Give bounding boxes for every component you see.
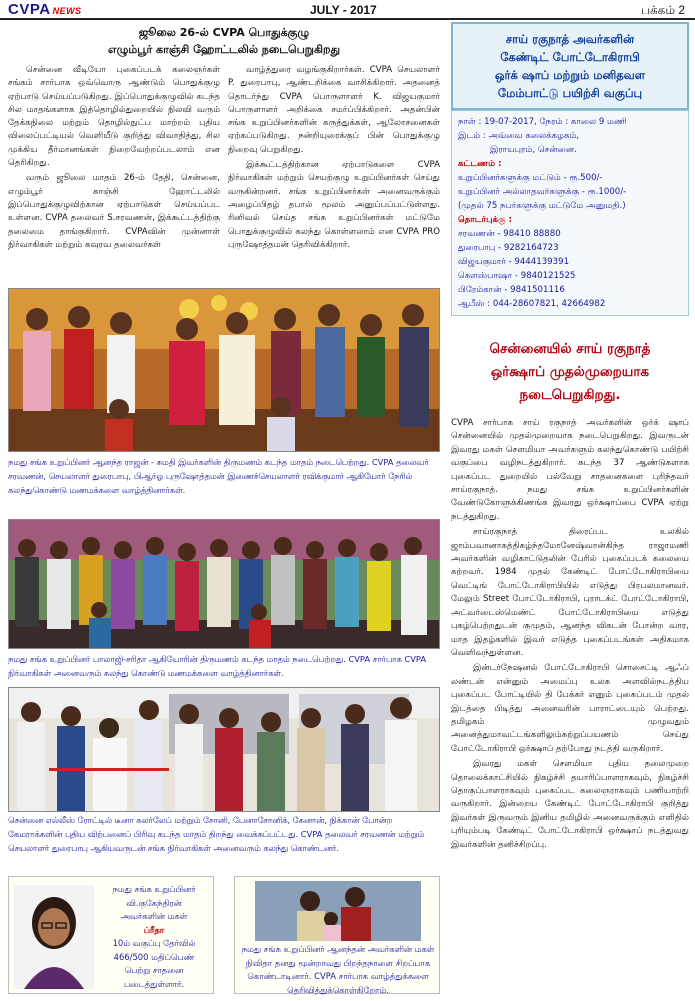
- contact-label: தொடர்புக்கு :: [458, 215, 513, 225]
- article-title-line-2: எழும்பூர் காஞ்சி ஹோட்டலில் நடைபெறுகிறது: [107, 43, 341, 56]
- banner-line: ஒர்க் ஷாப் மற்றும் மனிதவள: [494, 68, 646, 82]
- bottom-left-line: 466/500 மதிப்பெண்: [113, 951, 195, 962]
- paragraph: CVPA சார்பாக சாய் ரகுநாத் அவர்களின் ஒர்க் ஷாப் சென்னையில் முதல்முறையாக நடைபெறுகிறது. இவருடன் இவரது மகள் செளமியா அவர்களும் கலந்துகொண்டு பயிற்சி வகுப்பை வழிநடத்துகிறார். கடந்த 37 ஆண்டுகளாக புகைப்பட துறையில் பல்வேறு சாதனைகளை புரிந்தவர் சாய்ரகுநாத். நமது சங்க உறுப்பினர்களின் வேண்டுகோளுக்கிணங்க இவரது ஒர்க்ஷாப்பை CVPA ஏற்று நடத்துகிறது.: [451, 418, 689, 522]
- logo-text: CVPA: [8, 1, 51, 18]
- page-number: பக்கம் 2: [641, 3, 685, 17]
- paragraph: வாழ்த்துரை வழங்குகிறார்கள். CVPA செயலாளர் P. துரைபாபு, ஆண்டறிக்கை வாசிக்கிறார். அதனைத் தொடர்ந்து CVPA பொருளாளர் K. விஜயகுமார் பொருளாளர் அறிக்கை சமர்ப்பிக்கிறார். அதன்பின் சங்க உறுப்பினர்களின் கருத்துக்கள், ஆலோசனைகள் ஏற்கப்படுகிறது. நன்றியுரைக்குப் பின் பொதுக்குழு நிறைவு பெறுகிறது.: [228, 65, 440, 155]
- contact-item: துரைபாபு - 9282164723: [458, 243, 559, 253]
- bottom-left-line: அவர்களின் மகள்: [120, 911, 188, 921]
- contact-item: சரவணன் - 98410 88880: [458, 229, 561, 239]
- headline-line: ஒர்க்ஷாப் முதல்முறையாக: [490, 364, 650, 380]
- paragraph: வரும் ஜூலை மாதம் 26-ம் தேதி, சென்னை, எழும்பூர் காஞ்சி ஹோட்டலில் இப்பொதுக்குழுவிற்கான ஏற்பாடுகள் செய்யப்பட உள்ளன. CVPA தலைவர் S.சரவணன், இக்கூட்டத்திற்கு தலைமை தாங்குகிறார். CVPAவின் முன்னாள் நிர்வாகிகள் மற்றும் கவுரவ தலைவர்கள்: [8, 173, 220, 250]
- banner-line: மேம்பாட்டு பயிற்சி வகுப்பு: [497, 86, 643, 100]
- workshop-headline: [451, 338, 689, 407]
- paragraph: இக்கூட்டத்திற்கான ஏற்பாடுகளை CVPA நிர்வாகிகள் மற்றும் செயற்குழு உறுப்பினர்கள் செய்து வருகின்றனர். சங்க உறுப்பினர்கள் அனைவருக்கும் அழைப்பிதழ் தபால் மூலம் அனுப்பப்பட்டுள்ளது. ரினிவல் செய்த சங்க உறுப்பினர்கள் மட்டுமே பொதுக்குழுவில் கலந்து கொள்ளலாம் என CVPA PRO புருஷோத்தமன் தெரிவிக்கிறார்.: [228, 160, 440, 250]
- article-general-body-meeting: [8, 24, 440, 254]
- bottom-left-line: நமது சங்க உறுப்பினர்: [112, 884, 196, 894]
- page-header: [0, 0, 695, 20]
- photo-1-caption: நமது சங்க உறுப்பினர் ஆனந்த ராஜன் - சுமதி இவர்களின் திருமணம் கடந்த மாதம் நடைபெற்றது. CVPA தலைவர் சரவணன், செயலாளர் துரைபாபு, பிஆர்ஓ புருஷோத்தமன் இணைச்செயலாளர் ரவிக்குமார் ஆகியோர் நேரில் கலந்துகொண்டு மணமக்களை வாழ்த்தினார்கள்.: [8, 457, 429, 495]
- birthday-photo: [255, 881, 421, 941]
- workshop-date: நாள் : 19-07-2017, நேரம் : காலை 9 மணி: [458, 117, 627, 127]
- headline-line: நடைபெறுகிறது.: [519, 387, 621, 403]
- workshop-banner: [451, 22, 689, 110]
- article-columns: [8, 64, 440, 254]
- wedding-photo-balaji-saritha: [8, 519, 440, 649]
- banner-line: கேண்டிட் போட்டோகிராபி: [500, 50, 640, 64]
- paragraph: இன்டர்நேஷனல் போட்டோகிராபி சொசைட்டி ஆஃப் லண்டன் என்னும் அமைப்பு உலக அளவில்நடத்திய புகைப்பட போட்டியில் தி பேக்கர் எனும் புகைப்படம் முதல் இடத்தை பிடித்து அனைவரின் பாராட்டையும் பெற்றது. தமிழகம் முழுவதும் அனைத்துமாவட்டங்களிலும்சுற்றுப்பயணம் செய்து போட்டோகிராபி ஒர்க்ஷாப் தற்போது நடத்தி வருகிறார்.: [451, 663, 689, 754]
- bottom-left-line: வி.குகேந்திரன்: [126, 897, 182, 908]
- fee-label: கட்டணம் :: [458, 159, 502, 169]
- banner-line: சாய் ரகுநாத் அவர்களின்: [505, 32, 635, 46]
- contact-item: கௌஸ்பாஷா - 9840121525: [458, 271, 576, 281]
- paragraph: சென்னை வீடியோ புகைப்படக் கலைஞர்கள் சங்கம் சார்பாக ஒவ்வொரு ஆண்டும் பொதுக்குழு ஏற்பாடு செய்யப்படுகிறது. இப்பொதுக்குழுவில் கடந்த சில மாதங்களாக இத்தொழில்துறையில் நிலவி வரும் தேக்கநிலை மற்றும் தொழில்நுட்ப மாற்றம் புதிய விலைப்பட்டியல் வெளியீடு குறித்து விவாதித்து, சில முக்கிய தீர்மானங்கள் நிறைவேற்றப்படலாம் என தெரிகிறது.: [8, 65, 220, 169]
- birthday-caption: நமது சங்க உறுப்பினர் ஆனந்தன் அவர்களின் மகள் நிவிதா தனது மூன்றாவது பிறந்தநாளை சிறப்பாக கொண்டாடினார். CVPA சார்பாக வாழ்த்துக்களை தெரிவித்துக்கொள்கிறோம்.: [241, 944, 435, 995]
- bottom-left-line: பெற்று சாதனை: [124, 965, 184, 975]
- workshop-details: [451, 110, 689, 316]
- bottom-left-line: 10ம் வகுப்பு தேர்வில்: [112, 938, 196, 948]
- fee-nonmembers: உறுப்பினர் அல்லாதவர்களுக்கு - ரூ.1000/-: [458, 187, 627, 197]
- bottom-left-line: படைத்துள்ளார்.: [123, 978, 185, 989]
- fee-note: (முதல் 75 நபர்களுக்கு மட்டுமே அனுமதி.): [458, 201, 626, 211]
- student-portrait: [14, 885, 94, 989]
- paragraph: இவரது மகள் செளமியா புதிய தலைமுறை தொலைக்காட்சியில் நிகழ்ச்சி தயாரிப்பாளராகவும், நிகழ்ச்சி தொகுப்பாளராகவும் புகைப்பட கலைஞராகவும் பணியாற்றி வருகிறார். இன்றைய கேண்டிட் போட்டோகிராபி குறித்து இவர்கள் இருவரும் இனிய தமிழில் அனைவருக்கும் எளிதில் புரியும்படி கேண்டிட் போட்டோகிராபி ஒர்க்ஷாப் நடத்துவது இவர்களின் தனிச்சிறப்பு.: [451, 759, 689, 850]
- wedding-photo-anandha-rajan: [8, 288, 440, 452]
- masthead-logo: [8, 1, 82, 18]
- article-title-line-1: ஜூலை 26-ல் CVPA பொதுக்குழு: [138, 26, 310, 39]
- headline-line: சென்னையில் சாய் ரகுநாத்: [489, 341, 651, 357]
- contact-item: ஆபீஸ் : 044-28607821, 42664982: [458, 299, 606, 309]
- photo-2-caption: நமது சங்க உறுப்பினர் பாலாஜி-சரிதா ஆகியோரின் திருமணம் கடந்த மாதம் நடைபெற்றது. CVPA சார்பாக CVPA நிர்வாகிகள் அனைவரும் கலந்து கொண்டு மணமக்களை வாழ்த்தினார்கள்.: [8, 654, 427, 678]
- article-column-1: [8, 64, 220, 254]
- sidebar: [451, 22, 689, 854]
- fee-members: உறுப்பினர்களுக்கு மட்டும் - ரூ.500/-: [458, 173, 603, 183]
- issue-date: JULY - 2017: [310, 3, 377, 17]
- workshop-venue-2: இராயபுரம், சென்னை.: [490, 145, 577, 155]
- article-column-2: [228, 64, 440, 254]
- logo-suffix: NEWS: [52, 6, 82, 16]
- contact-item: விஜயகுமார் - 9444139391: [458, 257, 570, 267]
- birthday-box: [234, 876, 440, 994]
- student-name: ப்ரீதா: [143, 924, 165, 935]
- article-title: [8, 24, 440, 58]
- store-opening-photo: [8, 687, 440, 812]
- contact-item: பிரேம்கான் - 9841501116: [458, 285, 565, 295]
- workshop-article: [451, 417, 689, 852]
- paragraph: சாய்ரகுநாத் திரைப்பட உலகில் ஜாம்பவானாகத்திகழ்ந்தமோனேஷ்வான்கிந்த ராஜாமணி அவர்களின் வழிகாட்டுதலின் பேரில் புகைப்படக் கலையை கற்றவர். 1984 முதல் கேண்டிட் போட்டோகிராபியை வெட்டிங் போட்டோகிராபியில் எடுத்து பிரபலமானவர். மேலும் Street போட்டோகிராபி, புராடக்ட் போட்டோகிராபி, அட்வர்டைஸ்மெண்ட் போட்டோகிராபியை எடுத்து புகழ்பெற்றதுடன் குமுதம், ஆனந்த விகடன் போன்ற வார, மாத இதழ்களில் இவர் எடுத்த புகைப்படங்கள் அதிகமாக வெளிவந்துள்ளன.: [451, 527, 689, 658]
- workshop-venue: இடம் : அவ்வை கலைக்கழகம்,: [458, 131, 580, 141]
- achievement-box: [8, 876, 214, 994]
- photo-3-caption: சென்னை எல்லீஸ் ரோட்டில் டீனா கலர்லேப் மற்றும் சோனி, பேனாசோனிக், கேனான், நிக்கான் போன்ற கேமராக்களின் புதிய விற்பனைப் பிரிவு கடந்த மாதம் திறந்து வைக்கப்பட்டது. CVPA தலைவர் சரவணன் மற்றும் செயலாளர் துரைபாபு ஆகியவருடன் சங்க நிர்வாகிகள் அனைவரும் கலந்து கொண்டனர்.: [8, 815, 425, 853]
